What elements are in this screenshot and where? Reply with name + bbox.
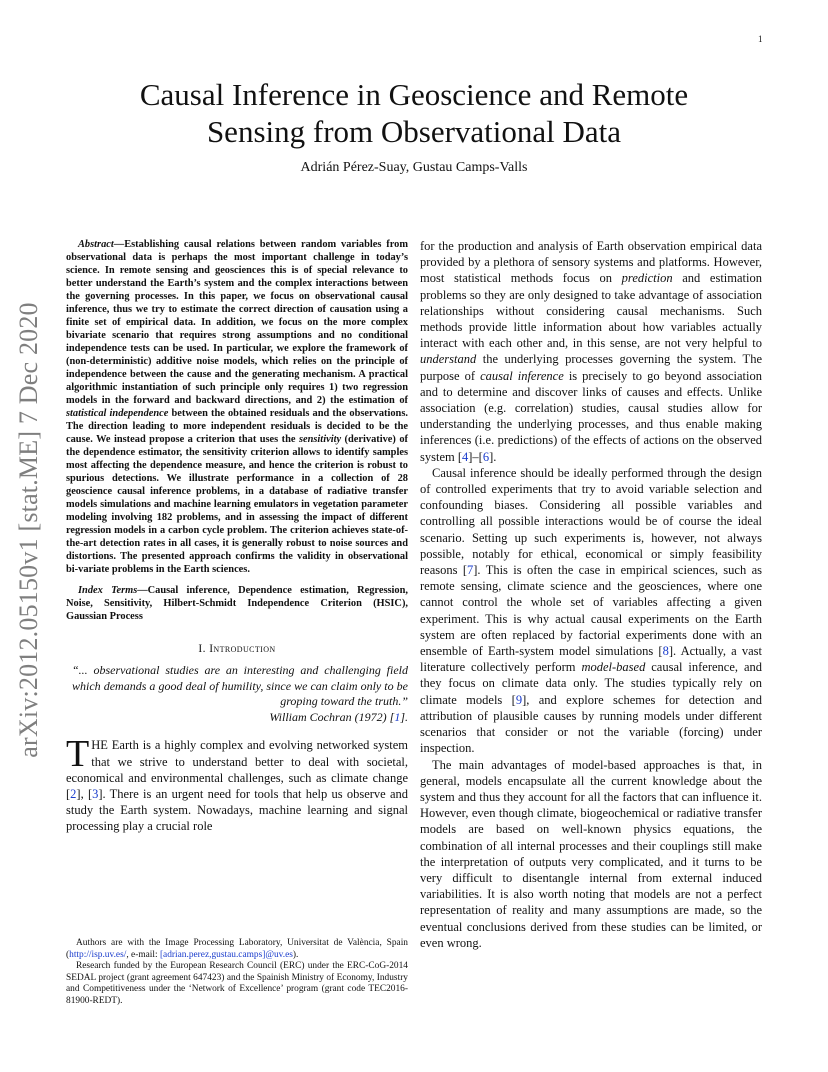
abstract-emphasis-1: statistical independence xyxy=(66,408,169,419)
abstract-text-2: between the obtained residuals and the observations. The direction leading to more independent residuals is decided to be the cause. We instead propose a criterion that uses the xyxy=(66,408,408,445)
intro-lead: HE xyxy=(91,738,108,753)
body-emphasis: prediction xyxy=(621,271,673,286)
abstract-emphasis-2: sensitivity xyxy=(298,434,342,445)
citation-link[interactable]: 8 xyxy=(662,644,669,659)
epigraph-close: ]. xyxy=(400,709,408,724)
index-terms-text: —Causal inference, Dependence estimation, Regression, Noise, Sensitivity, Hilbert-Schmidt Independence Criterion (HSIC), Gaussian Process xyxy=(66,585,408,622)
title-line-1: Causal Inference in Geoscience and Remote xyxy=(139,77,689,112)
body-paragraph-1 xyxy=(420,238,762,465)
footnote-affiliation xyxy=(66,938,408,961)
drop-cap: T xyxy=(66,733,90,776)
right-column xyxy=(420,238,762,951)
email-link[interactable]: [adrian.perez,gustau.camps]@uv.es xyxy=(159,949,293,960)
page-number: 1 xyxy=(758,34,763,44)
citation-link[interactable]: 6 xyxy=(482,449,490,464)
body-text: Causal inference should be ideally performed through the design of controlled experiments that try to avoid variable selection and confounding biases. Considering all possible variables and controlling all possible interactions would be of course the ideal scenario. Setting up such experiments is, however, not always possible, notably for ethical, economical or simply feasibility reasons [ xyxy=(420,465,762,578)
section-heading-introduction xyxy=(66,642,408,657)
epigraph-attribution xyxy=(72,710,408,726)
footnotes xyxy=(66,938,408,1008)
body-text: for the production and analysis of Earth observation empirical data provided by a plethora of sensory systems and platforms. However, most statistical methods focus on xyxy=(420,239,762,286)
intro-paragraph xyxy=(66,733,408,834)
authors: Adrián Pérez-Suay, Gustau Camps-Valls xyxy=(300,160,528,175)
footnote-funding: Research funded by the European Research Council (ERC) under the ERC-CoG-2014 SEDAL project (grant agreement 647423) and the Spainish Ministry of Economy, Industry and Competitiveness under the ‘Network of Excellence’ program (grant code TEC2016-81900-REDT). xyxy=(66,961,408,1006)
body-emphasis: understand xyxy=(420,352,477,367)
body-text: and estimation problems so they are only designed to take advantage of association relationships without considering causal mechanisms. Such methods provide little information about how variables actually interact with each other and, in this sense, are not very helpful to xyxy=(420,271,762,351)
body-text: ], and explore schemes for detection and attribution of plausible causes by running models under different scenarios that consider or not the variable (forcing) under inspection. xyxy=(420,692,762,756)
intro-text-2: ], [ xyxy=(76,787,93,802)
epigraph-author: William Cochran (1972) [ xyxy=(269,709,395,724)
body-text: ]. Actually, a vast literature collectively perform xyxy=(420,644,763,675)
left-column xyxy=(66,238,408,835)
body-paragraph-2 xyxy=(420,465,762,757)
body-text: causal inference, and they focus on climate data only. The studies typically rely on climate models [ xyxy=(420,660,762,707)
footnote-text: ). xyxy=(292,949,299,960)
intro-text-3: ]. There is an urgent need for tools that help us observe and study the Earth system. Nowadays, machine learning and signal processing play a crucial role xyxy=(66,787,408,834)
citation-link[interactable]: 9 xyxy=(515,692,523,707)
title-line-2: Sensing from Observational Data xyxy=(206,114,622,149)
section-numeral: I. xyxy=(198,643,206,655)
body-text: ]–[ xyxy=(468,449,483,464)
epigraph-quote: “... observational studies are an interesting and challenging field which demands a good deal of humility, since we can claim only to be groping toward the truth.” xyxy=(72,663,408,709)
body-paragraph-3: The main advantages of model-based approaches is that, in general, models encapsulate all the current knowledge about the system and thus they account for all the factors that can influence it. However, even though climate, biogeochemical or radiative transfer models are based on well-known physics equations, the combination of all internal processes and their couplings still make the interpretation of outputs very complicated, and it turns to be very difficult to disentangle internal from external induced variabilities. It is also worth noting that models are not a perfect representation of reality and many assumptions are made, so the eventual conclusions derived from these studies can be limited, or even wrong. xyxy=(420,757,762,950)
body-text: ]. xyxy=(489,449,497,464)
arxiv-stamp xyxy=(4,285,54,775)
section-title: Introduction xyxy=(209,643,276,655)
intro-text-1: Earth is a highly complex and evolving networked system that we strive to understand better to deal with societal, economical and environmental challenges, such as climate change [ xyxy=(66,738,408,802)
abstract-text-3: (derivative) of the dependence estimator, the sensitivity criterion allows to identify samples most affecting the dependence measure, and hence the criterion is robust to spurious detections. We illustrate performance in a collection of 28 geoscience causal inference problems, in a database of radiative transfer models simulations and machine learning emulators in vegetation parameter modeling involving 182 problems, and in assessing the impact of different regression models in a carbon cycle problem. The criterion achieves state-of-the-art detection rates in all cases, it is generally robust to noise sources and distortions. The presented approach confirms the validity in observational bi-variate problems in the Earth sciences. xyxy=(66,434,408,575)
epigraph xyxy=(66,663,408,725)
citation-link[interactable]: 2 xyxy=(70,787,77,802)
body-text: ]. This is often the case in empirical sciences, such as remote sensing, climate science and the geosciences, where one cannot control the whole set of variables affecting a given experiment. This is why actual causal experiments on the Earth system are often replaced by factorial experiments done with an ensemble of Earth-system model simulations [ xyxy=(420,563,762,659)
footnote-text: , e-mail: xyxy=(126,949,160,960)
body-text: is precisely to go beyond association and to determine and discover links of causes and effects. Unlike association (e.g. correlation) studies, causal studies allow for understanding the underlying processes, and thus enable making inferences (i.e. predictions) of the effects of actions on the observed system [ xyxy=(420,368,762,464)
abstract xyxy=(66,238,408,576)
body-emphasis: model-based xyxy=(581,660,646,675)
footnote-text: Authors are with the Image Processing Laboratory, Universitat de València, Spain ( xyxy=(66,938,408,960)
index-terms-label: Index Terms xyxy=(78,585,138,596)
citation-link[interactable]: 4 xyxy=(462,449,469,464)
paper-title xyxy=(90,76,738,150)
citation-link[interactable]: 1 xyxy=(394,709,401,724)
index-terms xyxy=(66,584,408,623)
citation-link[interactable]: 7 xyxy=(467,563,474,578)
citation-link[interactable]: 3 xyxy=(92,787,99,802)
body-emphasis: causal inference xyxy=(480,368,564,383)
body-text: the underlying processes governing the system. The purpose of xyxy=(420,352,762,383)
abstract-label: Abstract xyxy=(78,239,114,250)
lab-url-link[interactable]: http://isp.uv.es/ xyxy=(69,949,127,960)
arxiv-stamp-text: arXiv:2012.05150v1 [stat.ME] 7 Dec 2020 xyxy=(14,302,43,758)
abstract-text-1: —Establishing causal relations between random variables from observational data is perhaps the most important challenge in today’s science. In remote sensing and geosciences this is of special relevance to better understand the Earth’s system and the complex interactions between the governing processes. In this paper, we focus on observational causal inference, thus we try to estimate the correct direction of causation using a finite set of empirical data. In addition, we focus on the more complex bivariate scenario that requires strong assumptions and no conditional independence tests can be used. In particular, we explore the framework of (non-deterministic) additive noise models, which relies on the principle of independence between the cause and the generating mechanism. A practical algorithmic instantiation of such principle only requires 1) two regression models in the forward and backward directions, and 2) the estimation of xyxy=(66,239,408,406)
